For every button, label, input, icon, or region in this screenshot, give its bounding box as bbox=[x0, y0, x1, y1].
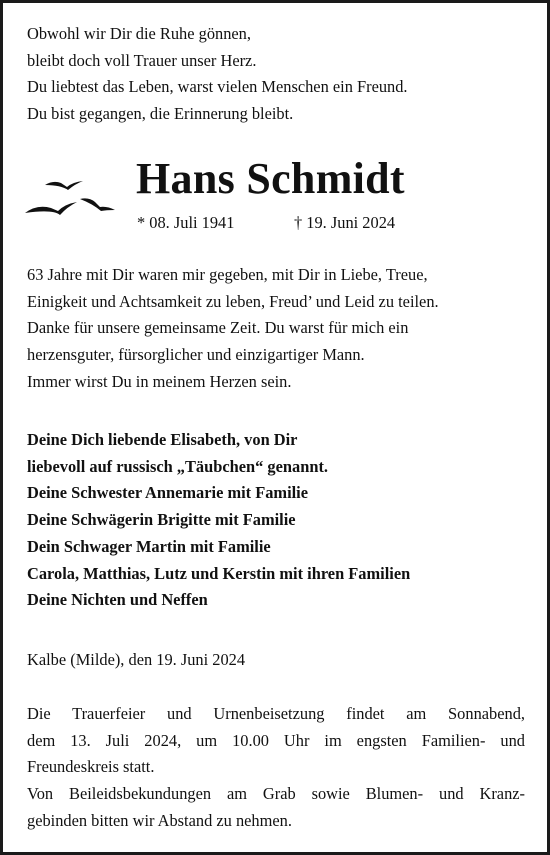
signatory-line: Deine Dich liebende Elisabeth, von Dir bbox=[27, 430, 298, 449]
deceased-name: Hans Schmidt bbox=[136, 154, 405, 203]
poem-line: Du bist gegangen, die Erinnerung bleibt. bbox=[27, 104, 294, 124]
notice-line: Die Trauerfeier und Urnenbeisetzung findet am Sonnabend, bbox=[27, 704, 525, 723]
tribute-line: Danke für unsere gemeinsame Zeit. Du warst für mich ein bbox=[27, 318, 409, 338]
place-date bbox=[27, 647, 525, 674]
tribute-text bbox=[27, 262, 525, 396]
tribute-line: 63 Jahre mit Dir waren mir gegeben, mit Dir in Liebe, Treue, bbox=[27, 265, 428, 284]
signatory-line: Deine Nichten und Neffen bbox=[27, 590, 208, 610]
tribute-line: herzensguter, fürsorglicher und einzigartiger Mann. bbox=[27, 345, 365, 365]
poem-line: Obwohl wir Dir die Ruhe gönnen, bbox=[27, 24, 251, 43]
signatory-line: Carola, Matthias, Lutz und Kerstin mit ihren Familien bbox=[27, 563, 411, 583]
poem-line: Du liebtest das Leben, warst vielen Menschen ein Freund. bbox=[27, 77, 408, 97]
death-date: † 19. Juni 2024 bbox=[294, 213, 396, 232]
funeral-notice bbox=[27, 701, 525, 835]
signatory-line: Deine Schwägerin Brigitte mit Familie bbox=[27, 510, 296, 530]
signatory-line: liebevoll auf russisch „Täubchen“ genannt. bbox=[27, 456, 329, 476]
signatory-line: Dein Schwager Martin mit Familie bbox=[27, 536, 271, 556]
notice-line: gebinden bitten wir Abstand zu nehmen. bbox=[27, 810, 292, 830]
notice-line: dem 13. Juli 2024, um 10.00 Uhr im engsten Familien- und bbox=[27, 730, 525, 750]
signatory-line: Deine Schwester Annemarie mit Familie bbox=[27, 483, 309, 503]
signatories bbox=[27, 427, 525, 614]
flying-birds-icon bbox=[23, 171, 123, 221]
notice-line: Von Beileidsbekundungen am Grab sowie Blumen- und Kranz- bbox=[27, 784, 525, 804]
poem-line: bleibt doch voll Trauer unser Herz. bbox=[27, 50, 257, 70]
notice-line: Freundeskreis statt. bbox=[27, 757, 155, 777]
birth-date: * 08. Juli 1941 bbox=[137, 213, 235, 232]
poem bbox=[27, 21, 525, 128]
tribute-line: Einigkeit und Achtsamkeit zu leben, Freud’ und Leid zu teilen. bbox=[27, 291, 439, 311]
tribute-line: Immer wirst Du in meinem Herzen sein. bbox=[27, 371, 292, 391]
place-date-text: Kalbe (Milde), den 19. Juni 2024 bbox=[27, 650, 246, 669]
